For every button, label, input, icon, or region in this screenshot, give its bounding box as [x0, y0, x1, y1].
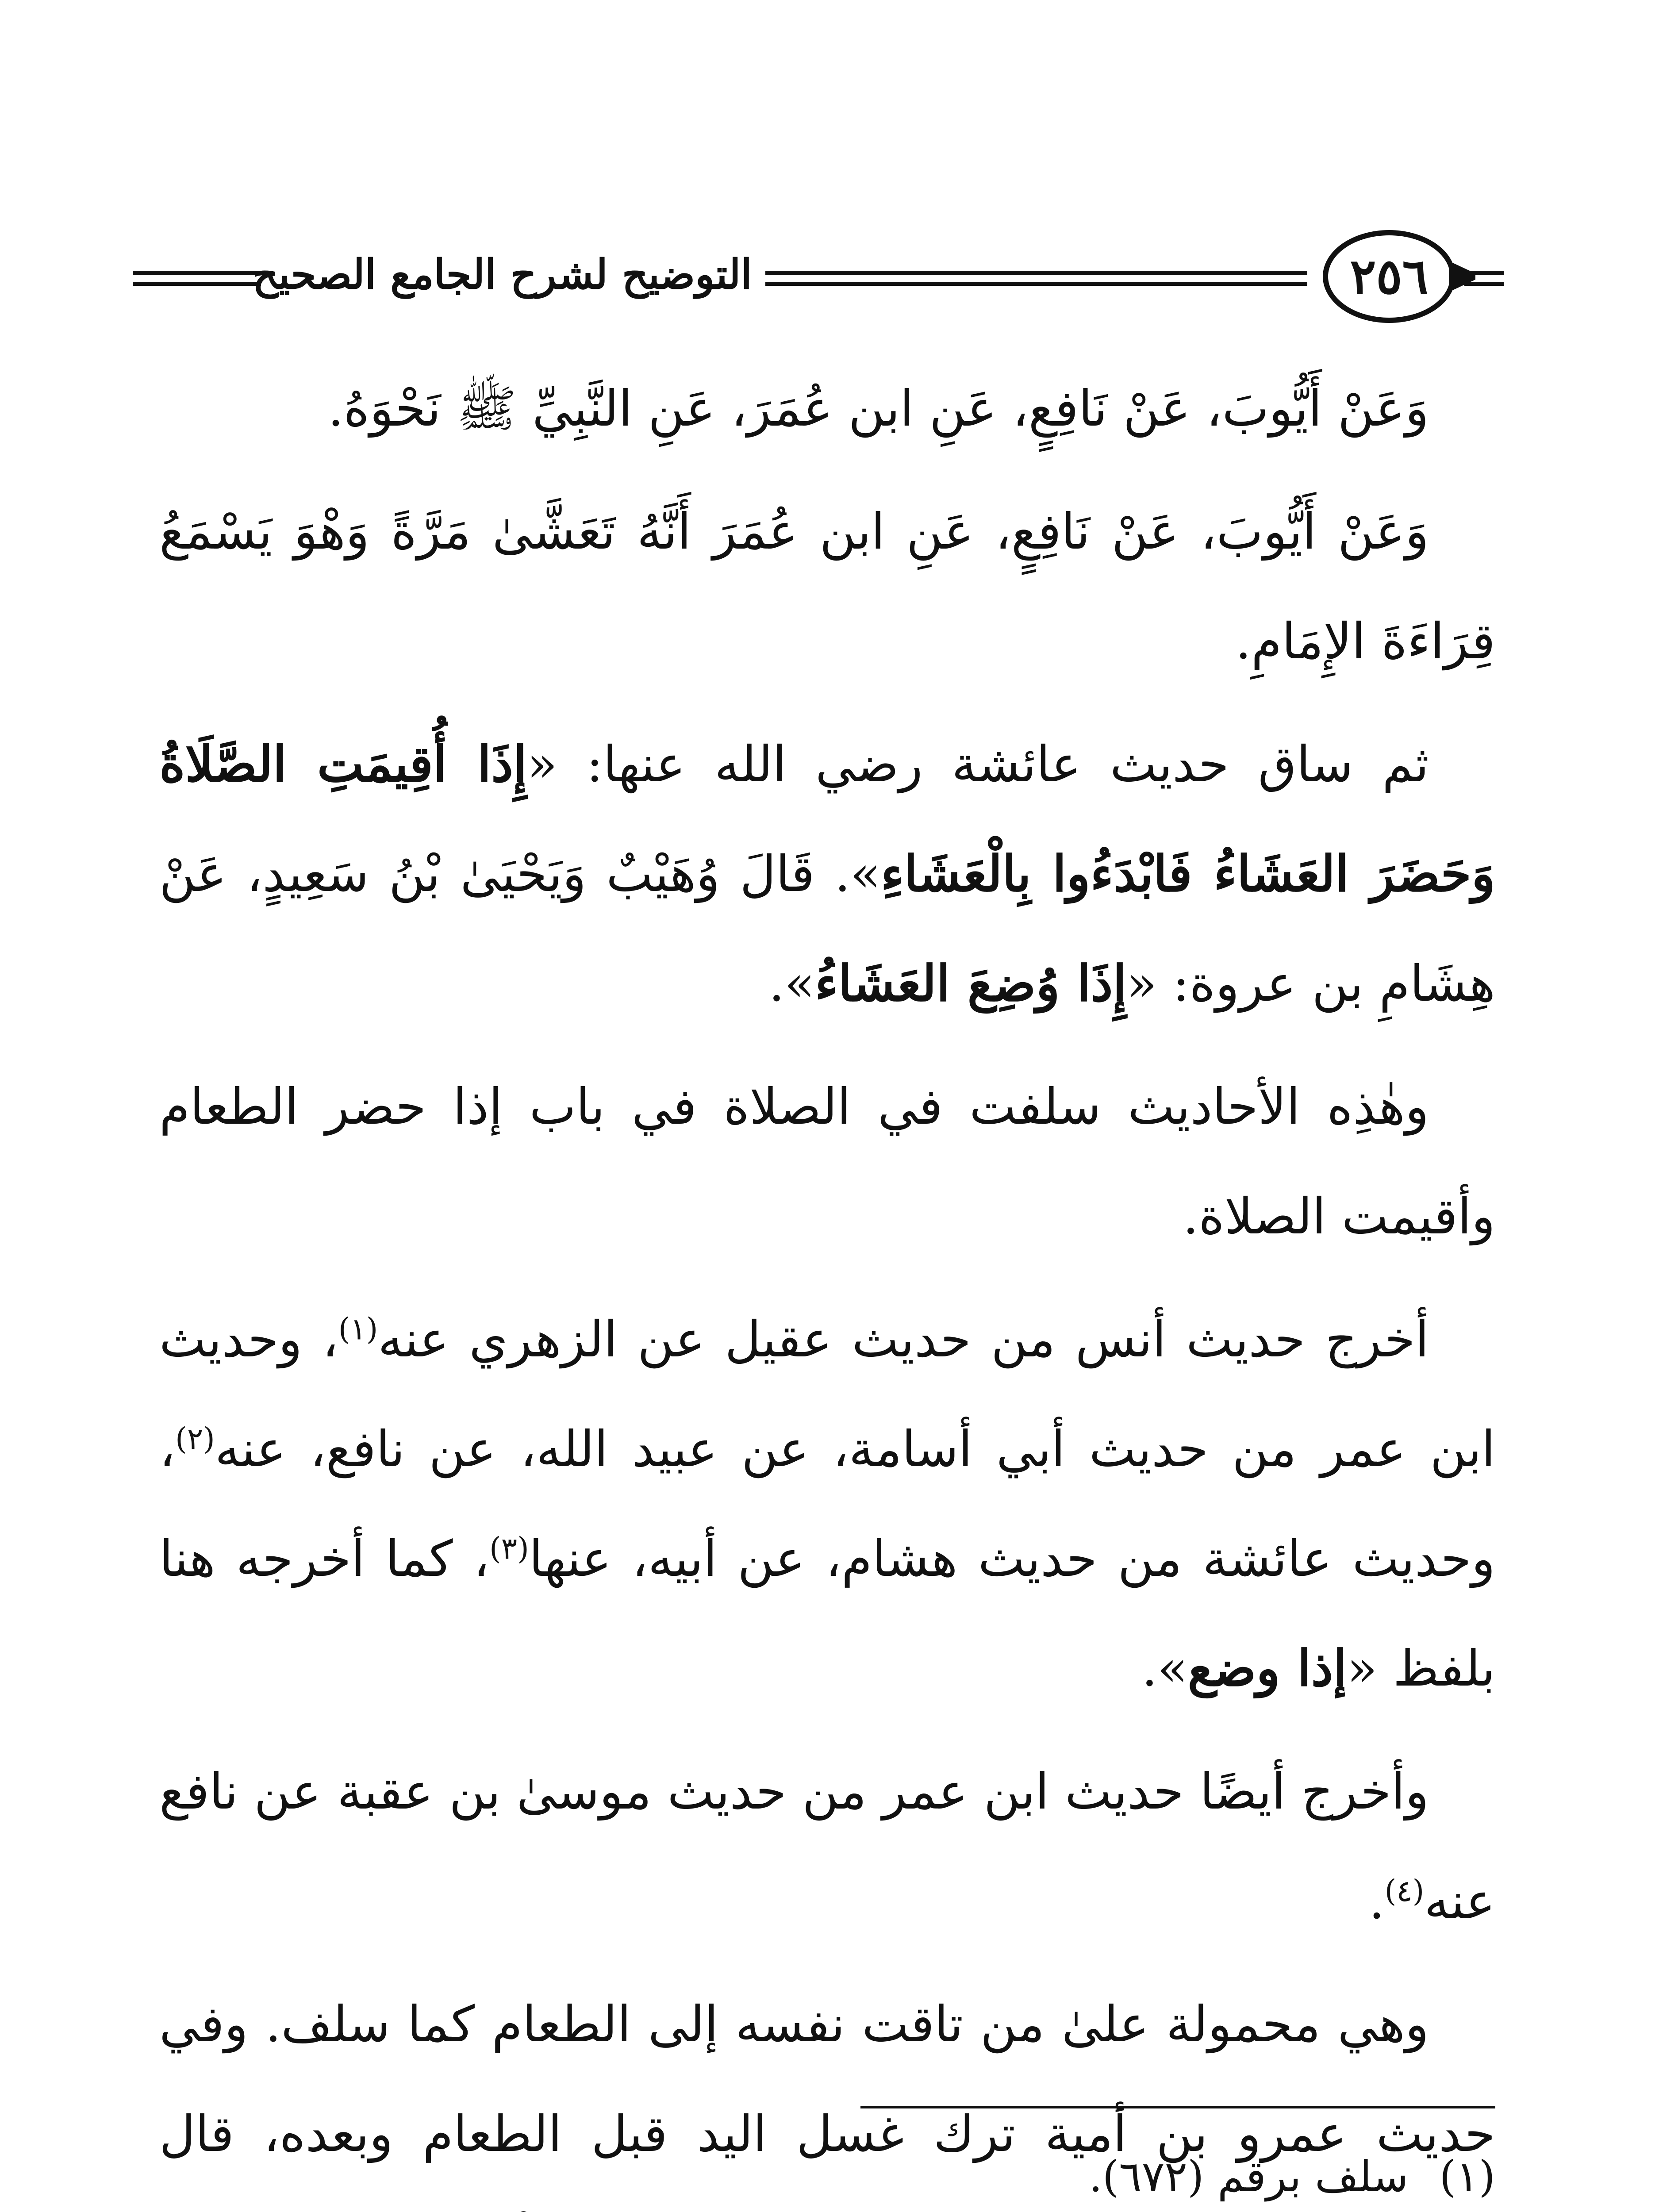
footnote-item: [531, 2132, 1495, 2212]
hadith-quote: إِذَا وُضِعَ العَشَاءُ: [814, 955, 1127, 1013]
text-run: وَعَنْ أَيُّوبَ، عَنْ نَافِعٍ، عَنِ ابن عُمَرَ، عَنِ النَّبِيِّ ﷺ نَحْوَهُ.: [328, 380, 1429, 438]
text-run: ».: [1141, 1640, 1188, 1697]
text-run: وَعَنْ أَيُّوبَ، عَنْ نَافِعٍ، عَنِ ابن عُمَرَ أَنَّهُ تَعَشَّىٰ مَرَّةً وَهْوَ يَسْمَعُ قِرَاءَةَ الإِمَامِ.: [159, 503, 1495, 670]
paragraph: [159, 477, 1495, 696]
text-run: ». قَالَ وُهَيْبٌ وَيَحْيَىٰ بْنُ سَعِيدٍ، عَنْ هِشَامِ بن عروة: «: [159, 845, 1495, 1013]
footnote-separator: [860, 2106, 1495, 2108]
text-run: وهٰذِه الأحاديث سلفت في الصلاة في باب إذا حضر الطعام وأقيمت الصلاة.: [159, 1078, 1495, 1245]
text-run: ، وحديث عائشة من حديث هشام، عن أبيه، عنها: [159, 1421, 1496, 1588]
header-rule-middle: [765, 271, 1307, 286]
paragraph: [159, 1052, 1495, 1271]
header-rule-right: [1464, 271, 1504, 286]
running-title: التوضيح لشرح الجامع الصحيح: [252, 250, 752, 298]
text-run: ثم ساق حديث عائشة رضي الله عنها: «: [527, 736, 1429, 793]
page-number: ٢٥٦: [1350, 248, 1429, 305]
footnote-reference[interactable]: (٣): [489, 1531, 529, 1567]
paragraph: [159, 354, 1495, 464]
paragraph: [159, 710, 1495, 1039]
hadith-quote: إذا وضع: [1187, 1640, 1347, 1697]
footnote-reference[interactable]: (٤): [1384, 1874, 1425, 1909]
text-run: ، كما أخرجه هنا بلفظ «: [159, 1530, 1495, 1697]
hadith-quote: إِذَا أُقِيمَتِ الصَّلَاةُ وَحَضَرَ العَشَاءُ فَابْدَءُوا بِالْعَشَاءِ: [159, 735, 1495, 903]
text-run: ، وحديث ابن عمر من حديث أبي أسامة، عن عبيد الله، عن نافع، عنه: [159, 1311, 1495, 1478]
footnote-number: (١): [1439, 2152, 1495, 2201]
paragraph: [159, 1285, 1495, 1724]
main-text: [159, 354, 1495, 2212]
text-run: وأخرج أيضًا حديث ابن عمر من حديث موسىٰ بن عقبة عن نافع عنه: [159, 1763, 1495, 1930]
text-run: .: [1369, 1873, 1385, 1930]
paragraph: [159, 1737, 1495, 1956]
text-run: وهي محمولة علىٰ من تاقت نفسه إلى الطعام كما سلف. وفي حديث عمرو بن أمية ترك غسل اليد قبل الطعام وبعده، قال: [159, 1996, 1495, 2163]
footnote-reference[interactable]: (٢): [175, 1421, 215, 1457]
text-run: أخرج حديث أنس من حديث عقيل عن الزهري عنه: [378, 1311, 1429, 1368]
running-header: [133, 230, 1504, 332]
footnote-text: سلف برقم (٦٧٢).: [1089, 2152, 1409, 2201]
header-rule-left: [133, 271, 261, 286]
footnote-reference[interactable]: (١): [338, 1312, 378, 1347]
text-run: ».: [768, 955, 815, 1013]
page-number-badge: [1323, 230, 1455, 323]
footnotes: [531, 2132, 1495, 2212]
